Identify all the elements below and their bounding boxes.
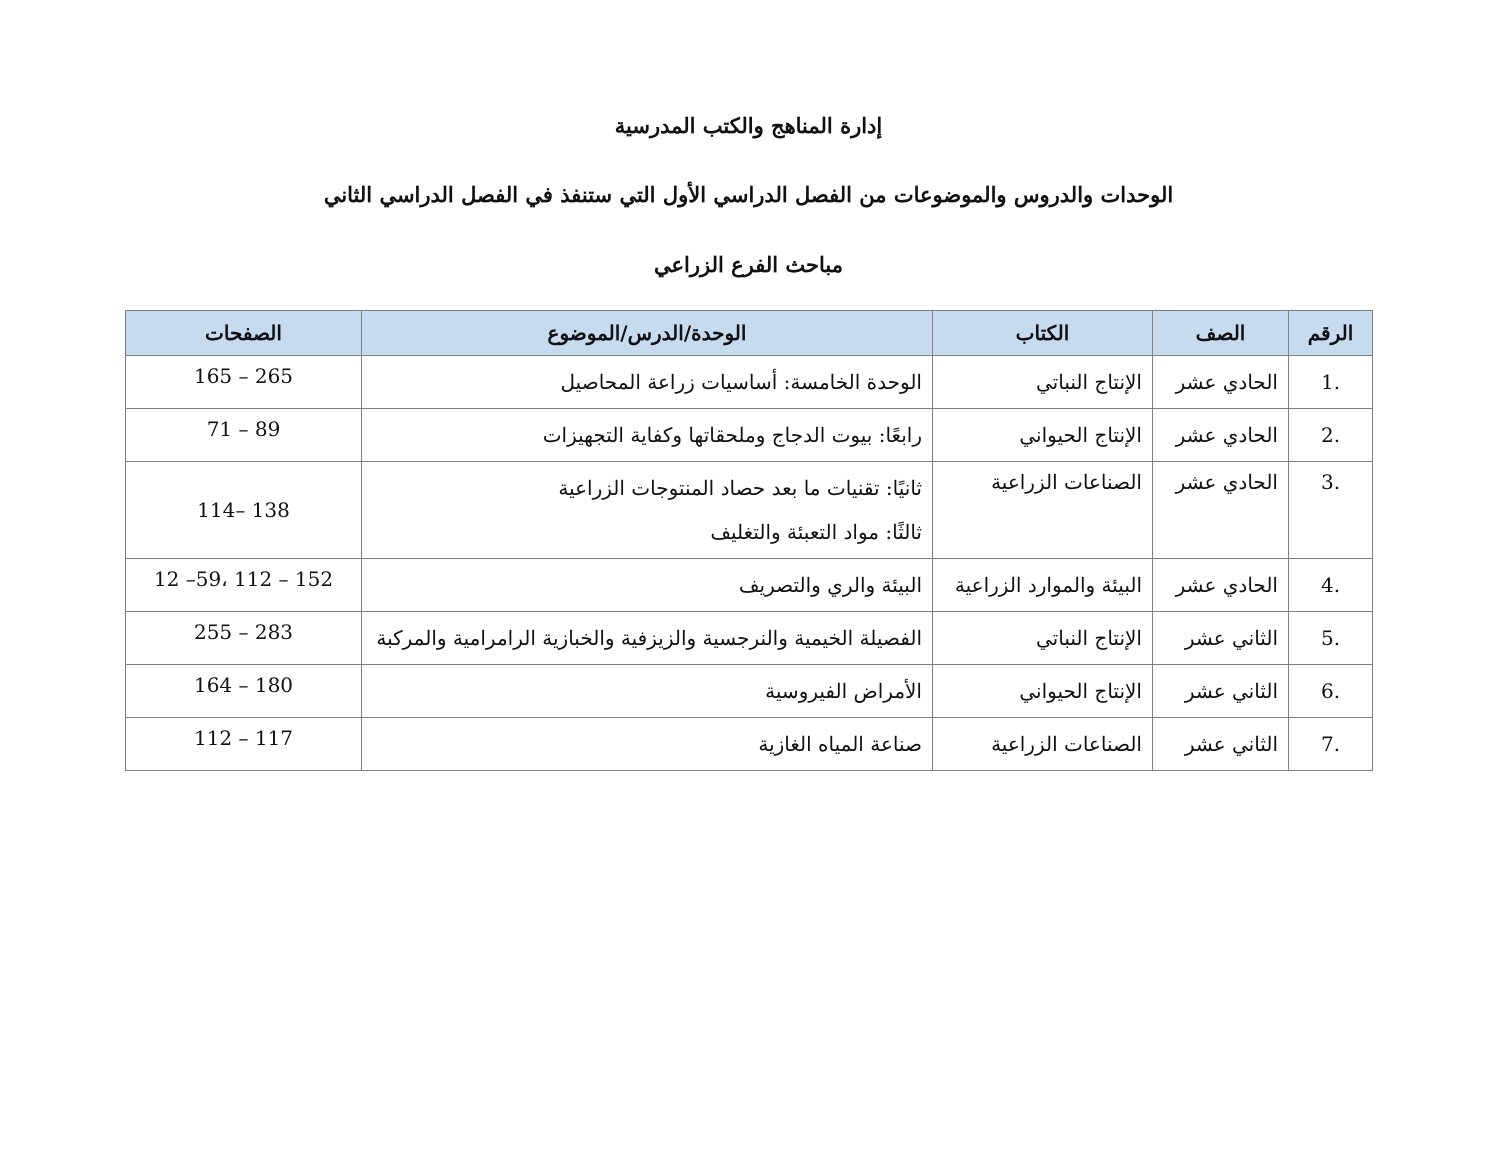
row-number: .2 bbox=[1289, 409, 1373, 462]
column-header-book: الكتاب bbox=[933, 311, 1153, 356]
row-grade: الحادي عشر bbox=[1153, 559, 1289, 612]
row-topic bbox=[362, 612, 933, 665]
row-book: الإنتاج النباتي bbox=[933, 612, 1153, 665]
row-pages: 71 – 89 bbox=[126, 409, 362, 462]
row-book: الإنتاج الحيواني bbox=[933, 665, 1153, 718]
topic-line: ثانيًا: تقنيات ما بعد حصاد المنتوجات الزراعية bbox=[558, 476, 922, 500]
row-pages: 114– 138 bbox=[126, 462, 362, 559]
row-book: الإنتاج النباتي bbox=[933, 356, 1153, 409]
row-grade: الثاني عشر bbox=[1153, 665, 1289, 718]
row-grade: الحادي عشر bbox=[1153, 356, 1289, 409]
row-topic bbox=[362, 462, 933, 559]
row-book: الإنتاج الحيواني bbox=[933, 409, 1153, 462]
row-pages: 12 –59، 112 – 152 bbox=[126, 559, 362, 612]
column-header-num: الرقم bbox=[1289, 311, 1373, 356]
row-number: .6 bbox=[1289, 665, 1373, 718]
document-subtitle: الوحدات والدروس والموضوعات من الفصل الدراسي الأول التي ستنفذ في الفصل الدراسي الثاني bbox=[323, 182, 1174, 207]
row-topic bbox=[362, 665, 933, 718]
topic-line: الأمراض الفيروسية bbox=[765, 679, 922, 703]
row-grade: الثاني عشر bbox=[1153, 718, 1289, 771]
table-row bbox=[126, 612, 1373, 665]
row-number: .1 bbox=[1289, 356, 1373, 409]
topic-line: رابعًا: بيوت الدجاج وملحقاتها وكفاية التجهيزات bbox=[542, 423, 922, 447]
column-header-pages: الصفحات bbox=[126, 311, 362, 356]
table-row bbox=[126, 356, 1373, 409]
topic-line: الفصيلة الخيمية والنرجسية والزيزفية والخبازية الرامرامية والمركبة bbox=[376, 626, 922, 650]
row-book: الصناعات الزراعية bbox=[933, 462, 1153, 559]
topic-line: الوحدة الخامسة: أساسيات زراعة المحاصيل bbox=[560, 370, 922, 394]
topic-line: صناعة المياه الغازية bbox=[758, 732, 922, 756]
topics-table bbox=[125, 310, 1373, 771]
table-row bbox=[126, 718, 1373, 771]
row-number: .5 bbox=[1289, 612, 1373, 665]
row-pages: 164 – 180 bbox=[126, 665, 362, 718]
row-grade: الحادي عشر bbox=[1153, 462, 1289, 559]
row-number: .3 bbox=[1289, 462, 1373, 559]
department-title: إدارة المناهج والكتب المدرسية bbox=[614, 113, 883, 138]
row-topic bbox=[362, 718, 933, 771]
row-topic bbox=[362, 559, 933, 612]
table-header-row bbox=[126, 311, 1373, 356]
table-row bbox=[126, 409, 1373, 462]
row-book: الصناعات الزراعية bbox=[933, 718, 1153, 771]
row-grade: الحادي عشر bbox=[1153, 409, 1289, 462]
row-pages: 112 – 117 bbox=[126, 718, 362, 771]
section-title: مباحث الفرع الزراعي bbox=[653, 252, 843, 277]
row-topic bbox=[362, 356, 933, 409]
topic-line: ثالثًا: مواد التعبئة والتغليف bbox=[710, 520, 922, 544]
table-row bbox=[126, 462, 1373, 559]
row-number: .4 bbox=[1289, 559, 1373, 612]
column-header-topic: الوحدة/الدرس/الموضوع bbox=[362, 311, 933, 356]
row-pages: 165 – 265 bbox=[126, 356, 362, 409]
row-grade: الثاني عشر bbox=[1153, 612, 1289, 665]
row-topic bbox=[362, 409, 933, 462]
row-pages: 255 – 283 bbox=[126, 612, 362, 665]
table-row bbox=[126, 559, 1373, 612]
column-header-grade: الصف bbox=[1153, 311, 1289, 356]
row-number: .7 bbox=[1289, 718, 1373, 771]
topic-line: البيئة والري والتصريف bbox=[738, 573, 922, 597]
row-book: البيئة والموارد الزراعية bbox=[933, 559, 1153, 612]
table-row bbox=[126, 665, 1373, 718]
